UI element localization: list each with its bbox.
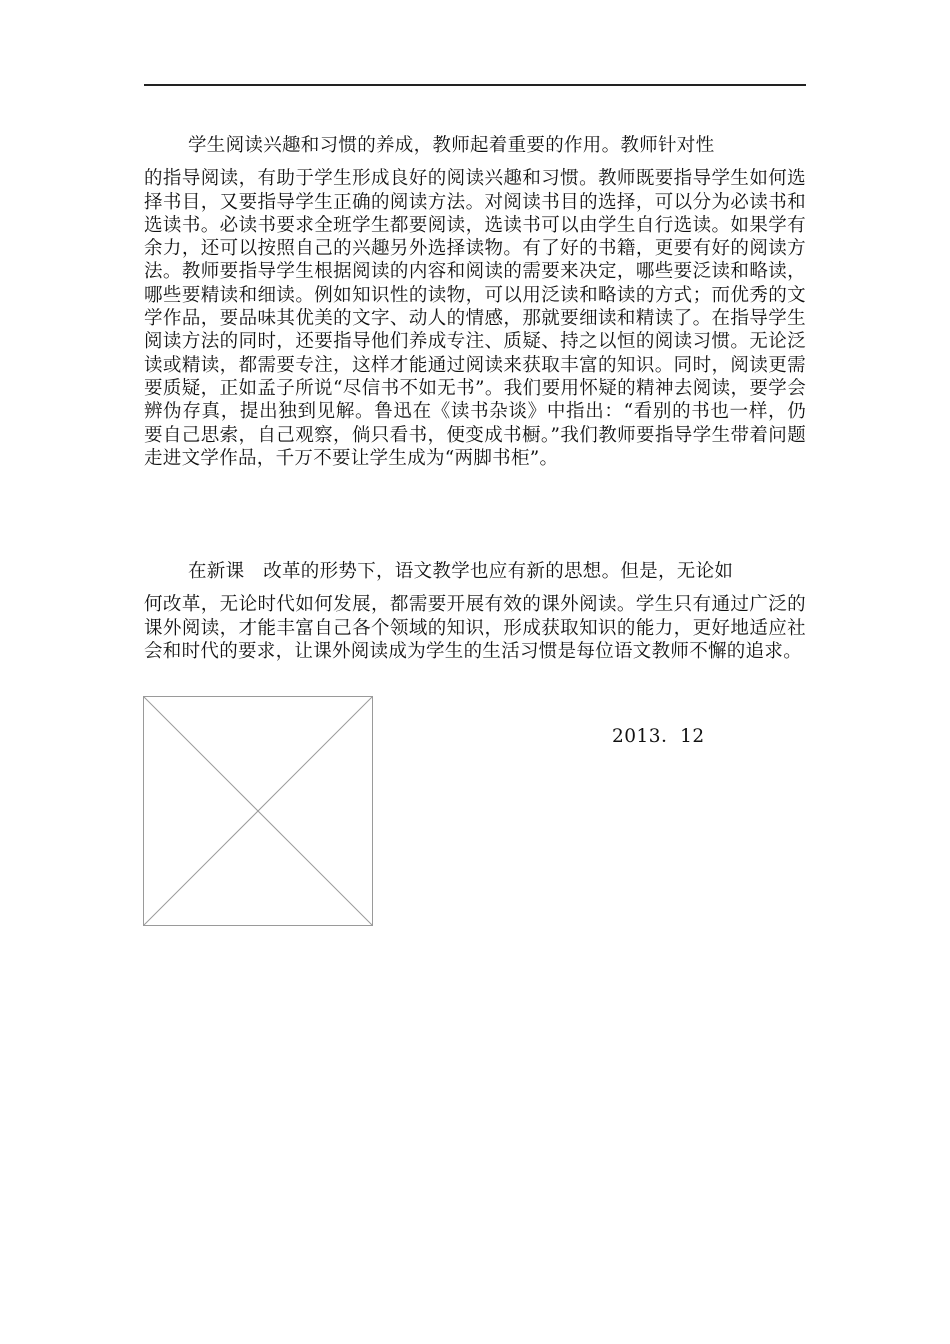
- paragraph-1-body: 的指导阅读，有助于学生形成良好的阅读兴趣和习惯。教师既要指导学生如何选择书目，又要指导学生正确的阅读方法。对阅读书目的选择，可以分为必读书和选读书。必读书要求全班学生都要阅读，选读书可以由学生自行选读。如果学有余力，还可以按照自己的兴趣另外选择读物。有了好的书籍，更要有好的阅读方法。教师要指导学生根据阅读的内容和阅读的需要来决定，哪些要泛读和略读，哪些要精读和细读。例如知识性的读物，可以用泛读和略读的方式；而优秀的文学作品，要品味其优美的文字、动人的情感，那就要细读和精读了。在指导学生阅读方法的同时，还要指导他们养成专注、质疑、持之以恒的阅读习惯。无论泛读或精读，都需要专注，这样才能通过阅读来获取丰富的知识。同时，阅读更需要质疑，正如孟子所说“尽信书不如无书”。我们要用怀疑的精神去阅读，要学会辨伪存真，提出独到见解。鲁迅在《读书杂谈》中指出：“看别的书也一样，仍要自己思索，自己观察，倘只看书，便变成书橱。”我们教师要指导学生带着问题走进文学作品，千万不要让学生成为“两脚书柜”。: [144, 168, 806, 469]
- document-date: 2013．12: [612, 726, 705, 747]
- broken-image-icon: [143, 696, 373, 926]
- paragraph-2: [144, 560, 806, 663]
- paragraph-2-body: 何改革，无论时代如何发展，都需要开展有效的课外阅读。学生只有通过广泛的课外阅读，才能丰富自己各个领域的知识，形成获取知识的能力，更好地适应社会和时代的要求，让课外阅读成为学生的生活习惯是每位语文教师不懈的追求。: [144, 594, 806, 662]
- header-rule: [144, 84, 806, 86]
- paragraph-2-first-line: 在新课 改革的形势下，语文教学也应有新的思想。但是，无论如: [188, 561, 734, 582]
- paragraph-1-first-line: 学生阅读兴趣和习惯的养成，教师起着重要的作用。教师针对性: [188, 135, 715, 156]
- paragraph-1: [144, 134, 806, 470]
